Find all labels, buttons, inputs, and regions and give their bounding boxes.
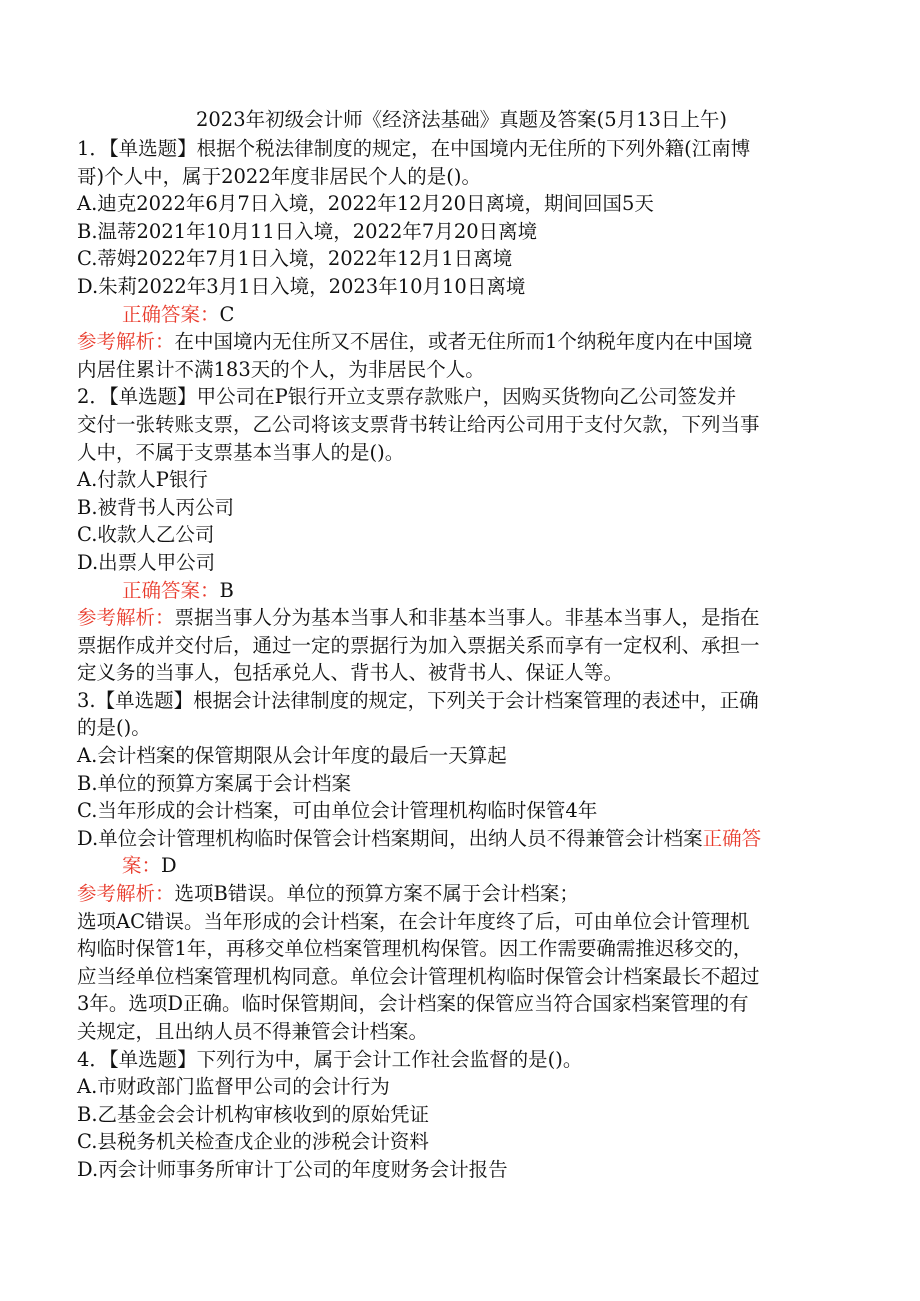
q3-option-c: C.当年形成的会计档案，可由单位会计管理机构临时保管4年 (77, 799, 598, 823)
q3-analysis-line-3: 构临时保管1年，再移交单位档案管理机构保管。因工作需要确需推迟移交的， (77, 937, 753, 961)
q3-option-d-text: D.单位会计管理机构临时保管会计档案期间，出纳人员不得兼管会计档案 (77, 826, 703, 850)
q2-option-c: C.收款人乙公司 (77, 523, 215, 547)
q3-option-a: A.会计档案的保管期限从会计年度的最后一天算起 (77, 744, 507, 768)
q1-option-b: B.温蒂2021年10月11日入境，2022年7月20日离境 (77, 219, 538, 243)
q2-answer (77, 577, 844, 605)
q2-option-a: A.付款人P银行 (77, 468, 208, 492)
q1-analysis-label: 参考解析： (77, 330, 175, 354)
q3-analysis-line-1 (77, 880, 844, 908)
q1-option-d: D.朱莉2022年3月1日入境，2023年10月10日离境 (77, 274, 526, 298)
q4-option-a: A.市财政部门监督甲公司的会计行为 (77, 1075, 390, 1099)
q1-analysis-line-1 (77, 328, 844, 356)
q2-answer-value: B (219, 578, 234, 602)
q1-answer-label: 正确答案： (122, 302, 220, 326)
q2-analysis-line-2: 票据作成并交付后，通过一定的票据行为加入票据关系而享有一定权利、承担一 (77, 633, 760, 657)
q1-option-a: A.迪克2022年6月7日入境，2022年12月20日离境，期间回国5天 (77, 192, 654, 216)
q2-analysis-line-3: 定义务的当事人，包括承兑人、背书人、被背书人、保证人等。 (77, 661, 624, 685)
q3-analysis-line-6: 关规定，且出纳人员不得兼管会计档案。 (77, 1020, 429, 1043)
q2-stem-line-3: 人中，不属于支票基本当事人的是()。 (77, 440, 405, 464)
q3-analysis-line-4: 应当经单位档案管理机构同意。单位会计管理机构临时保管会计档案最长不超过 (77, 964, 760, 988)
q4-option-b: B.乙基金会会计机构审核收到的原始凭证 (77, 1102, 430, 1126)
q3-answer-label-part-2: 案： (122, 854, 162, 878)
q2-answer-label: 正确答案： (122, 578, 220, 602)
q2-stem-line-1: 2．【单选题】甲公司在P银行开立支票存款账户，因购买货物向乙公司签发并 (77, 385, 737, 409)
q1-answer-value: C (219, 302, 235, 326)
q2-analysis-line-1 (77, 604, 844, 632)
question-3 (77, 687, 844, 1046)
q2-analysis-label: 参考解析： (77, 606, 175, 630)
q1-analysis-text-1: 在中国境内无住所又不居住，或者无住所而1个纳税年度内在中国境 (174, 330, 753, 354)
q1-stem-line-2: 哥)个人中，属于2022年度非居民个人的是()。 (77, 164, 481, 188)
question-4 (77, 1046, 844, 1184)
q3-analysis-line-2: 选项AC错误。当年形成的会计档案，在会计年度终了后，可由单位会计管理机 (77, 909, 750, 933)
q1-analysis-line-2: 内居住累计不满183天的个人，为非居民个人。 (77, 357, 485, 381)
q1-stem-line-1: 1．【单选题】根据个税法律制度的规定，在中国境内无住所的下列外籍(江南博 (77, 137, 751, 160)
q4-option-d: D.丙会计师事务所审计丁公司的年度财务会计报告 (77, 1157, 508, 1181)
q3-stem-line-1: 3.【单选题】根据会计法律制度的规定，下列关于会计档案管理的表述中，正确 (77, 688, 759, 712)
q4-option-c: C.县税务机关检查戊企业的涉税会计资料 (77, 1130, 429, 1154)
q1-option-c: C.蒂姆2022年7月1日入境，2022年12月1日离境 (77, 247, 513, 271)
q3-option-d (77, 825, 844, 853)
q3-analysis-text-1: 选项B错误。单位的预算方案不属于会计档案； (174, 882, 579, 906)
q2-analysis-text-1: 票据当事人分为基本当事人和非基本当事人。非基本当事人，是指在 (174, 606, 760, 630)
q3-analysis-label: 参考解析： (77, 882, 175, 906)
q2-option-d: D.出票人甲公司 (77, 550, 216, 574)
page-title: 2023年初级会计师《经济法基础》真题及答案(5月13日上午) (195, 108, 728, 131)
q3-answer (77, 852, 844, 880)
q3-analysis-line-5: 3年。选项D正确。临时保管期间，会计档案的保管应当符合国家档案管理的有 (77, 992, 749, 1016)
q2-stem-line-2: 交付一张转账支票，乙公司将该支票背书转让给丙公司用于支付欠款，下列当事 (77, 412, 760, 436)
q1-answer (77, 301, 844, 329)
q2-option-b: B.被背书人丙公司 (77, 495, 235, 519)
q3-answer-value: D (161, 854, 177, 878)
question-1 (77, 135, 844, 383)
q4-stem-line-1: 4．【单选题】下列行为中，属于会计工作社会监督的是()。 (77, 1047, 583, 1071)
q3-option-b: B.单位的预算方案属于会计档案 (77, 771, 352, 795)
q3-answer-label-part-1: 正确答 (702, 826, 762, 850)
question-2 (77, 383, 844, 687)
q3-stem-line-2: 的是()。 (77, 716, 151, 740)
